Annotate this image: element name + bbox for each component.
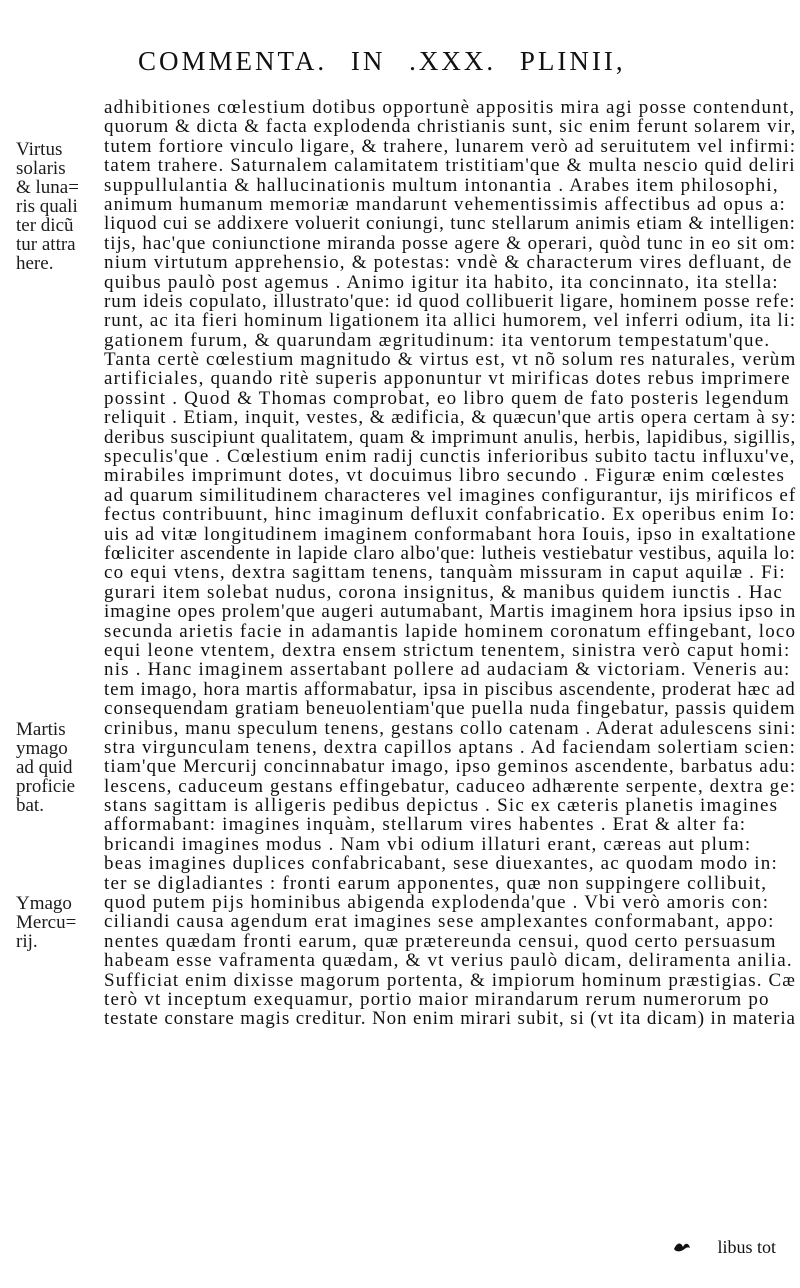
text-line: Sufficiat enim dixisse magorum portenta, & impiorum hominum præstigias. Cæ [104, 970, 796, 990]
text-line: lescens, caduceum gestans effingebatur, caduceo adhærente serpente, dextra ge: [104, 776, 796, 797]
text-line: artificiales, quando ritè superis apponuntur vt mirificas dotes rebus imprimere [104, 369, 791, 389]
marginal-note-virtus [16, 140, 79, 273]
text-line: terò vt inceptum exequamur, portio maior mirandarum rerum numerorum po [104, 989, 770, 1010]
text-line: imagine opes prolem'que augeri autumabant, Martis imaginem hora ipsius ipso in [104, 602, 796, 622]
text-line: beas imagines duplices confabricabant, sese diuexantes, ac quodam modo in: [104, 854, 778, 874]
text-line: testate constare magis creditur. Non enim mirari subit, si (vt ita dicam) in materia [104, 1009, 796, 1029]
text-line: adhibitiones cœlestium dotibus opportunè appositis mira agi posse contendunt, [104, 98, 796, 118]
fleuron-icon [672, 1240, 692, 1254]
text-line: tem imago, hora martis afformabatur, ipsa in piscibus ascendente, proderat hæc ad [104, 679, 796, 700]
text-line: nis . Hanc imaginem assertabant pollere ad audaciam & victoriam. Veneris au: [104, 660, 791, 680]
marginal-line: tur attra [16, 234, 76, 255]
text-line: habeam esse vaframenta quædam, & vt verius paulò dicam, deliramenta anilia. [104, 951, 793, 971]
running-header [138, 46, 778, 77]
header-word: IN [350, 46, 386, 76]
marginal-line: Mercu= [16, 912, 77, 933]
text-line: animum humanum memoriæ mandarunt vehementissimis affectibus ad opus a: [104, 194, 787, 215]
text-line: crinibus, manu speculum tenens, gestans collo catenam . Aderat adulescens sini: [104, 718, 796, 738]
marginal-line: solaris [16, 158, 66, 179]
marginal-note-martis [16, 720, 75, 815]
text-line: Tanta certè cœlestium magnitudo & virtus est, vt nõ solum res naturales, verùm [104, 350, 796, 370]
text-line: suppullulantia & hallucinationis multum intonantia . Arabes item philosophi, [104, 175, 779, 195]
text-line: deribus suscipiunt qualitatem, quam & imprimunt anulis, herbis, lapidibus, sigillis, [104, 427, 796, 448]
text-line: reliquit . Etiam, inquit, vestes, & ædificia, & quæcun'que artis opera certam à sy: [104, 408, 796, 428]
text-line: speculis'que . Cœlestium enim radij cunctis inferioribus subito tactu influxu've, [104, 447, 796, 467]
header-word: COMMENTA. [138, 46, 328, 76]
text-line: possint . Quod & Thomas comprobat, eo libro quem de fato posteris legendum [104, 388, 790, 409]
text-line: tatem trahere. Saturnalem calamitatem tristitiam'que & multa nescio quid deliri [104, 156, 796, 176]
marginal-line: ad quid [16, 757, 73, 778]
text-line: bricandi imagines modus . Nam vbi odium illaturi erant, cæreas aut plum: [104, 834, 752, 855]
text-line: co equi vtens, dextra sagittam tenens, tanquàm missuram in caput aquilæ . Fi: [104, 563, 786, 583]
marginal-line: & luna= [16, 177, 79, 198]
text-line: equi leone vtentem, dextra ensem strictum tenentem, sinistra verò caput homi: [104, 640, 791, 661]
marginal-line: Ymago [16, 893, 72, 914]
text-line: gationem furum, & quarundam ægritudinum: ita ventorum tempestatum'que. [104, 330, 771, 351]
text-line: tijs, hac'que coniunctione miranda posse agere & operari, quòd tunc in eo sit om: [104, 233, 796, 254]
text-line: ciliandi causa agendum erat imagines sese amplexantes conformabant, appo: [104, 912, 775, 932]
text-line: ter se digladiantes : fronti earum apponentes, quæ non suppingere collibuit, [104, 873, 768, 894]
marginal-line: Martis [16, 719, 66, 740]
marginal-note-mercurij [16, 894, 76, 951]
text-line: mirabiles imprimunt dotes, vt docuimus libro secundo . Figuræ enim cœlestes [104, 466, 786, 486]
text-line: tiam'que Mercurij concinnabatur imago, ipso geminos ascendente, barbatus adu: [104, 757, 796, 777]
marginal-line: Virtus [16, 139, 63, 160]
marginal-line: rij. [16, 931, 38, 952]
text-line: runt, ac ita fieri hominum ligationem ita allici humorem, vel inferri odium, ita li: [104, 311, 796, 331]
text-line: fœliciter ascendente in lapide claro albo'que: lutheis vestiebatur vestibus, aquila lo: [104, 543, 796, 564]
text-line: quod putem pijs hominibus abigenda explodenda'que . Vbi verò amoris con: [104, 893, 770, 913]
marginal-line: ymago [16, 738, 68, 759]
text-line: tutem fortiore vinculo ligare, & trahere, lunarem verò ad seruitutem vel infirmi: [104, 136, 796, 157]
header-word: .XXX. [409, 46, 497, 76]
text-line: nentes quædam fronti earum, quæ prætereunda censui, quod certo persuasum [104, 931, 777, 952]
text-line: stra virgunculam tenens, dextra capillos aptans . Ad faciendam solertiam scien: [104, 737, 796, 758]
text-line: stans sagittam is alligeris pedibus depictus . Sic ex cæteris planetis imagines [104, 796, 779, 816]
text-line: gurari item solebat nudus, corona insignitus, & manibus quidem iunctis . Hac [104, 582, 784, 603]
text-line: afformabant: imagines inquàm, stellarum vires habentes . Erat & alter fa: [104, 815, 747, 835]
text-line: secunda arietis facie in adamantis lapide hominem coronatum effingebant, loco [104, 621, 796, 641]
text-line: quibus paulò post agemus . Animo igitur ita habito, ita concinnato, ita stella: [104, 272, 779, 292]
marginal-line: ris quali [16, 196, 78, 217]
text-line: liquod cui se addixere voluerit coniungi, tunc stellarum animis etiam & intelligen: [104, 214, 796, 234]
text-line: fectus contribuunt, hinc imaginum defluxit confabricatio. Ex operibus enim Io: [104, 505, 796, 525]
catchword: libus tot [717, 1237, 776, 1257]
marginal-line: here. [16, 253, 54, 274]
marginal-line: bat. [16, 795, 44, 816]
main-text-column [104, 98, 796, 1029]
text-line: uis ad vitæ longitudinem imaginem conformabant hora Iouis, ipso in exaltatione [104, 524, 796, 544]
text-line: ad quarum similitudinem characteres vel imagines configurantur, ijs mirificos ef [104, 485, 796, 506]
text-line: quorum & dicta & facta explodenda christianis sunt, sic enim ferunt solarem vir, [104, 117, 796, 137]
text-line: rum ideis copulato, illustrato'que: id quod collibuerit ligare, hominem posse refe: [104, 291, 796, 312]
header-word: PLINII, [519, 46, 626, 76]
text-line: nium virtutum apprehensio, & potestas: vndè & characterum vires defluant, de [104, 253, 793, 273]
marginal-line: ter dicũ [16, 215, 74, 236]
text-line: consequendam gratiam beneuolentiam'que puella nuda fingebatur, passis quidem [104, 699, 796, 719]
marginal-line: proficie [16, 776, 76, 797]
